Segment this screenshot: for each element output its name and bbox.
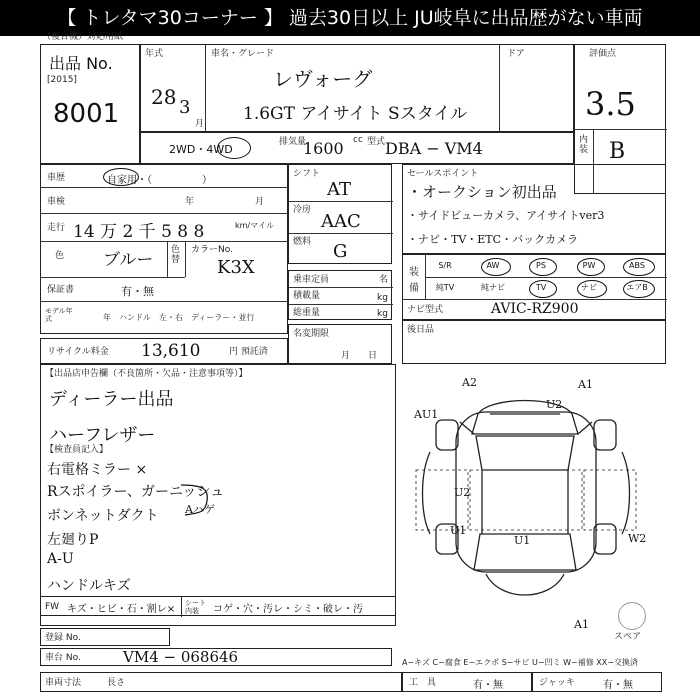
diagram-label-2: A1 [578, 378, 593, 391]
fw-label: FW [45, 602, 60, 612]
gross-unit: kg [377, 309, 388, 319]
color-label: 色 [55, 251, 65, 261]
equip-circle-tv [529, 280, 557, 298]
drive-label: 2WD・4WD [169, 143, 233, 156]
model-year-label: モデル年式 [45, 307, 73, 323]
equip-circle-pw [577, 258, 605, 276]
warranty-label: 保証書 [47, 285, 75, 295]
equip-circle-airbag [623, 280, 655, 298]
history-value: 自家用・（ ） [107, 175, 212, 186]
spare-label: スペア [614, 632, 642, 642]
shift-label: シフト [293, 169, 321, 179]
displacement-label: 排気量 [279, 137, 307, 147]
equipment-box [402, 254, 666, 320]
reg-change-box [288, 324, 392, 364]
spare-tire-icon [618, 602, 646, 630]
mileage-label: 走行 [47, 223, 66, 233]
type-label: 型式 [367, 137, 386, 147]
type-value: DBA − VM4 [385, 139, 483, 158]
cc-unit: cc [353, 135, 363, 145]
selling-point-2: ・サイドビューカメラ、アイサイトver3 [407, 209, 605, 222]
inspection-line-3: ボンネットダクト [47, 508, 159, 524]
lot-label: 出品 No. [49, 54, 113, 73]
tool-label: 工 具 [409, 678, 437, 688]
jack-cell [532, 672, 662, 692]
dimension-label: 車両寸法 [45, 678, 82, 688]
diagram-label-5: U1 [450, 524, 467, 537]
capacity-unit: 名 [379, 275, 389, 285]
fw-row [40, 596, 396, 616]
mileage-unit: km/マイル [235, 221, 274, 230]
damage-diagram [400, 374, 666, 636]
jack-value: 有・無 [603, 680, 633, 691]
equip-ps: PS [536, 261, 546, 270]
recycle-box [40, 338, 288, 364]
selling-point-1: ・オークション初出品 [407, 183, 557, 201]
equip-navi-genuine: 純ナビ [481, 283, 505, 292]
remark-1: ディーラー出品 [49, 389, 174, 410]
diagram-label-4: U2 [546, 398, 563, 411]
color-value: ブルー [103, 250, 154, 270]
month-value: 3 [179, 97, 191, 118]
length-label: 長さ [107, 678, 126, 688]
diagram-label-7: W2 [628, 532, 647, 545]
inspection-ab-note: Aハゲ [185, 503, 215, 516]
ac-label: 冷房 [293, 205, 312, 215]
selling-box [402, 164, 666, 254]
displacement-value: 1600 [303, 139, 344, 158]
score-value: 3.5 [585, 85, 636, 123]
tool-value: 有・無 [473, 680, 503, 691]
fw-value: キズ・ヒビ・石・割レ× [67, 604, 176, 615]
inspection-label: 車検 [47, 197, 66, 207]
reg-label: 登録 No. [45, 633, 81, 643]
equip-navi: ナビ [581, 283, 597, 292]
mileage-value: 14 万 2 千 5 8 8 [73, 222, 205, 242]
equipment-label: 装備 [409, 267, 419, 294]
capacity-label: 乗車定員 [293, 275, 330, 285]
diagram-label-1: A2 [462, 376, 477, 389]
equip-pw: PW [582, 261, 596, 270]
selling-point-3: ・ナビ・TV・ETC・バックカメラ [407, 233, 579, 246]
jack-label: ジャッキ [539, 678, 575, 688]
remarks-title: 【出品店申告欄（不良箇所・欠品・注意事項等）】 [45, 369, 248, 379]
bottom-box [40, 628, 662, 700]
recycle-label: リサイクル料金 [47, 347, 109, 357]
load-label: 積載量 [293, 291, 321, 301]
recycle-value: 13,610 [141, 341, 201, 361]
equip-aw: AW [486, 261, 500, 270]
diagram-label-8: U1 [514, 534, 531, 547]
equip-tv: TV [535, 283, 547, 292]
later-label: 後日品 [407, 325, 435, 335]
door-label: ドア [507, 49, 525, 59]
equip-circle-abs [623, 258, 655, 276]
lot-box [40, 44, 140, 164]
inspection-title: 【検査員記入】 [45, 445, 109, 455]
equip-circle-aw [481, 258, 511, 276]
recycle-unit: 円 預託済 [229, 347, 268, 357]
inspection-line-4: 左廻りP [47, 532, 99, 548]
interior-value: B [609, 139, 626, 164]
seat-label: シート内装 [185, 599, 206, 615]
seat-value: コゲ・穴・汚レ・シミ・破レ・汚 [213, 604, 363, 615]
grade: 1.6GT アイサイト Sスタイル [243, 104, 468, 124]
inspection-line-2: Rスポイラー、ガーニッシュ [47, 484, 225, 500]
form-sub-label: （複合機）対応用紙 [42, 32, 124, 42]
model-label: 車名・グレード [211, 49, 275, 59]
banner: 【 トレタマ30コーナー 】 過去30日以上 JU岐阜に出品歴がない車両 [0, 0, 700, 36]
inspection-line-1: 右電格ミラー × [47, 462, 148, 478]
chassis-label: 車台 No. [45, 653, 81, 663]
model-name: レヴォーグ [273, 67, 373, 91]
dimension-cell [40, 672, 402, 692]
remark-2: ハーフレザー [49, 425, 156, 446]
diagram-label-9: A1 [574, 618, 589, 631]
diagram-label-6: U2 [454, 486, 471, 499]
score-label: 評価点 [589, 49, 617, 59]
fuel-value: G [333, 241, 348, 262]
month-unit: 月 [195, 119, 205, 129]
damage-legend: A−キズ C−腐食 E−エクボ S−サビ U−凹ミ W−補修 XX−交換済 [402, 658, 638, 667]
equip-tv-genuine: 純TV [435, 283, 455, 292]
warranty-value: 有・無 [121, 285, 154, 298]
history-box [40, 164, 288, 334]
inspection-line-6: ハンドルキズ [47, 578, 131, 594]
equip-abs: ABS [629, 261, 645, 270]
drive-row [140, 132, 574, 164]
inspection-month: 月 [255, 197, 265, 207]
capacity-box [288, 270, 392, 320]
specs-box [288, 164, 392, 264]
lot-number: 8001 [53, 99, 120, 129]
remarks-box [40, 364, 396, 626]
selling-label: セールスポイント [407, 169, 479, 179]
equip-circle-ps [529, 258, 557, 276]
model-year-row: 年 ハンドル 左・右 ディーラー・並行 [103, 313, 255, 322]
lot-year: [2015] [47, 75, 77, 85]
tool-cell [402, 672, 532, 692]
drive-4wd-circle [217, 137, 251, 159]
diagram-label-3: AU1 [414, 408, 439, 421]
auction-sheet [0, 32, 700, 700]
inspection-line-5: A-U [47, 551, 74, 567]
load-unit: kg [377, 293, 388, 303]
ac-value: AAC [321, 211, 361, 232]
reg-cell [40, 628, 170, 646]
reg-change-value: 月 日 [341, 351, 378, 361]
model-box [140, 44, 574, 132]
later-box [402, 320, 666, 364]
color-no-value: K3X [217, 257, 255, 278]
gross-label: 総重量 [293, 308, 321, 318]
history-circle [103, 168, 139, 186]
inspection-bracket [179, 481, 219, 521]
navi-label: ナビ型式 [407, 305, 444, 315]
color-no-label: カラーNo. [191, 245, 233, 255]
shift-value: AT [327, 179, 352, 200]
equip-airbag: エアB [626, 283, 648, 292]
fuel-label: 燃料 [293, 237, 312, 247]
inspection-year: 年 [185, 197, 195, 207]
equip-circle-navi [577, 280, 607, 298]
color-change-label: 色替 [171, 245, 181, 265]
year-label: 年式 [145, 49, 164, 59]
chassis-cell [40, 648, 392, 666]
year-value: 28 [151, 85, 177, 109]
reg-change-label: 名変期限 [293, 329, 330, 339]
chassis-value: VM4 − 068646 [123, 648, 239, 666]
navi-value: AVIC-RZ900 [491, 301, 579, 317]
equip-sr: S/R [438, 261, 452, 270]
interior-label: 内装 [579, 135, 589, 155]
history-label: 車歴 [47, 173, 66, 183]
